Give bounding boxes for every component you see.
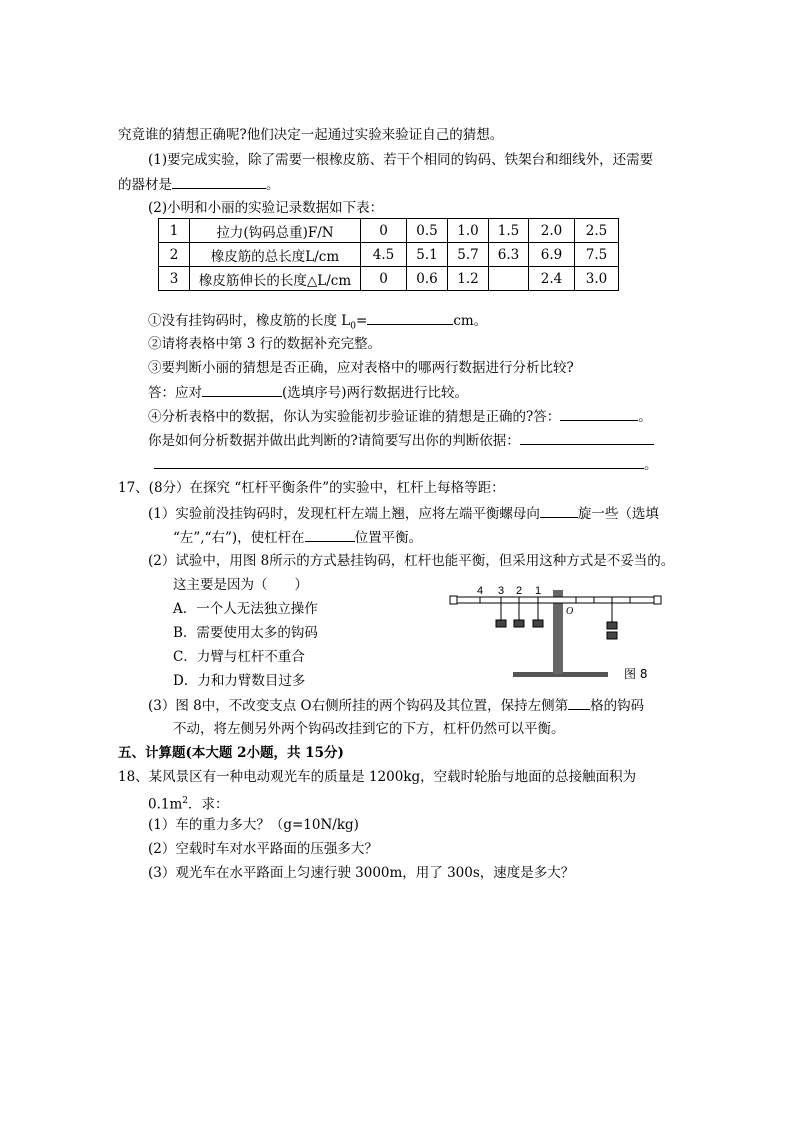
q16-part1-line2 [118, 174, 280, 195]
superscript: 2 [182, 796, 189, 806]
q16-sub5 [148, 430, 654, 451]
table-cell: 5.1 [407, 243, 448, 267]
table-cell-label: 拉力(钩码总重)F/N [190, 219, 361, 243]
q17-part2: (2）试验中，用图 8所示的方式悬挂钩码，杠杆也能平衡，但采用这种方式是不妥当的。 [148, 553, 675, 569]
lever-left-nut [450, 596, 457, 604]
q17-part3 [148, 695, 644, 716]
q18-item-2: (2）空载时车对水平路面的压强多大？ [148, 841, 378, 857]
equals: = [356, 313, 368, 329]
option-a[interactable]: A．一个人无法独立操作 [173, 601, 318, 617]
table-cell: 0 [361, 219, 407, 243]
punct: 。 [638, 409, 652, 425]
subscript: 0 [350, 321, 356, 332]
table-cell: 6.9 [529, 243, 575, 267]
intro-text: 究竟谁的猜想正确呢?他们决定一起通过实验来验证自己的猜想。 [118, 127, 504, 143]
punct: 。 [644, 457, 658, 473]
table-cell: 7.5 [575, 243, 619, 267]
lever-figure [448, 582, 678, 682]
answer-blank-direction[interactable] [540, 503, 578, 518]
lever-right-nut [654, 596, 661, 604]
q17-part1-text3: “左”,“右”)，使杠杆在 [173, 530, 305, 546]
table-cell: 5.7 [448, 243, 489, 267]
tick-label-1: 1 [534, 585, 542, 597]
tick-label-3: 3 [497, 585, 505, 597]
punct: 。 [266, 177, 280, 193]
answer-blank-equipment[interactable] [172, 174, 266, 189]
q18-head: 18、某风景区有一种电动观光车的质量是 1200kg，空载时轮胎与地面的总接触面积为 [118, 769, 637, 785]
q16-sub5-text: 你是如何分析数据并做出此判断的?请简要写出你的判断依据： [148, 433, 520, 449]
left-weights [496, 603, 543, 627]
q16-part2: (2)小明和小丽的实验记录数据如下表： [148, 200, 384, 216]
answer-suffix: (选填序号)两行数据进行比较。 [282, 385, 469, 401]
answer-blank-reason-cont[interactable] [154, 454, 644, 469]
table-cell-label: 橡皮筋的总长度L/cm [190, 243, 361, 267]
answer-blank-reason[interactable] [520, 430, 654, 445]
table-cell: 0 [361, 267, 407, 291]
q16-part1-text: 的器材是 [118, 177, 172, 193]
table-row [159, 243, 619, 267]
q17-part1 [148, 503, 659, 524]
table-cell: 2.4 [529, 267, 575, 291]
q18-item-1: (1）车的重力多大？（g=10N/kg) [148, 817, 359, 833]
figure-caption: 图 8 [624, 667, 648, 681]
table-cell: 1.2 [448, 267, 489, 291]
q16-sub1 [148, 310, 487, 337]
q16-sub4 [148, 406, 652, 427]
option-b[interactable]: B．需要使用太多的钩码 [173, 625, 318, 641]
q17-part2-line2: 这主要是因为（ ） [173, 577, 308, 593]
q17-part1-line2 [173, 527, 422, 548]
table-cell-num: 1 [159, 219, 190, 243]
table-cell: 4.5 [361, 243, 407, 267]
q16-sub5-line2 [154, 454, 658, 475]
q17-part3-text: (3）图 8中，不改变支点 O右侧所挂的两个钩码及其位置，保持左侧第 [148, 698, 569, 714]
q16-sub1-text: ①没有挂钩码时，橡皮筋的长度 L [148, 313, 351, 329]
tick-label-2: 2 [515, 585, 523, 597]
right-weights [607, 603, 617, 639]
table-cell: 2.5 [575, 219, 619, 243]
section-heading: 五、计算题(本大题 2小题，共 15分) [118, 745, 344, 761]
q18-head2 [148, 791, 229, 815]
q17-head: 17、(8分）在探究 “杠杆平衡条件”的实验中，杠杆上每格等距： [118, 480, 505, 496]
table-cell-num: 2 [159, 243, 190, 267]
area-value: 0.1m [148, 796, 183, 813]
table-row [159, 219, 619, 243]
table-cell: 1.5 [489, 219, 529, 243]
q16-sub2: ②请将表格中第 3 行的数据补充完整。 [148, 336, 382, 352]
q16-sub3-answer [148, 382, 468, 403]
answer-blank-grid[interactable] [568, 695, 590, 710]
option-c[interactable]: C．力臂与杠杆不重合 [173, 649, 305, 665]
q16-part1-line1: (1)要完成实验，除了需要一根橡皮筋、若干个相同的钩码、铁架台和细线外，还需要 [148, 152, 654, 168]
q17-part1-text4: 位置平衡。 [354, 530, 423, 546]
q17-part3-line2: 不动，将左侧另外两个钩码改挂到它的下方，杠杆仍然可以平衡。 [173, 721, 565, 737]
q18-item-3: (3）观光车在水平路面上匀速行驶 3000m，用了 300s，速度是多大？ [148, 865, 575, 881]
q17-part1-text2: 旋一些（选填 [577, 506, 659, 522]
table-cell-blank[interactable] [489, 267, 529, 291]
answer-blank-whose-guess[interactable] [560, 406, 638, 421]
table-cell-label: 橡皮筋伸长的长度△L/cm [190, 267, 361, 291]
answer-blank-rows[interactable] [202, 382, 282, 397]
q17-part3-text2: 格的钩码 [590, 698, 645, 714]
pivot-label: O [566, 606, 574, 617]
data-table [158, 218, 619, 291]
tick-label-4: 4 [476, 585, 484, 597]
answer-blank-length[interactable] [367, 310, 453, 325]
q18-ask: ．求： [188, 796, 229, 813]
unit-text: cm。 [453, 313, 488, 329]
answer-blank-position[interactable] [305, 527, 355, 542]
table-cell: 3.0 [575, 267, 619, 291]
table-cell-num: 3 [159, 267, 190, 291]
table-cell: 2.0 [529, 219, 575, 243]
option-d[interactable]: D．力和力臂数目过多 [173, 673, 306, 689]
table-cell: 0.6 [407, 267, 448, 291]
table-row [159, 267, 619, 291]
q17-part1-text: (1）实验前没挂钩码时，发现杠杆左端上翘，应将左端平衡螺母向 [148, 506, 540, 522]
table-cell: 0.5 [407, 219, 448, 243]
q16-sub4-text: ④分析表格中的数据，你认为实验能初步验证谁的猜想是正确的?答： [148, 409, 561, 425]
q16-sub3: ③要判断小丽的猜想是否正确，应对表格中的哪两行数据进行分析比较? [148, 360, 574, 376]
lever-bar [456, 597, 656, 603]
table-cell: 6.3 [489, 243, 529, 267]
table-cell: 1.0 [448, 219, 489, 243]
answer-prefix: 答：应对 [148, 385, 202, 401]
